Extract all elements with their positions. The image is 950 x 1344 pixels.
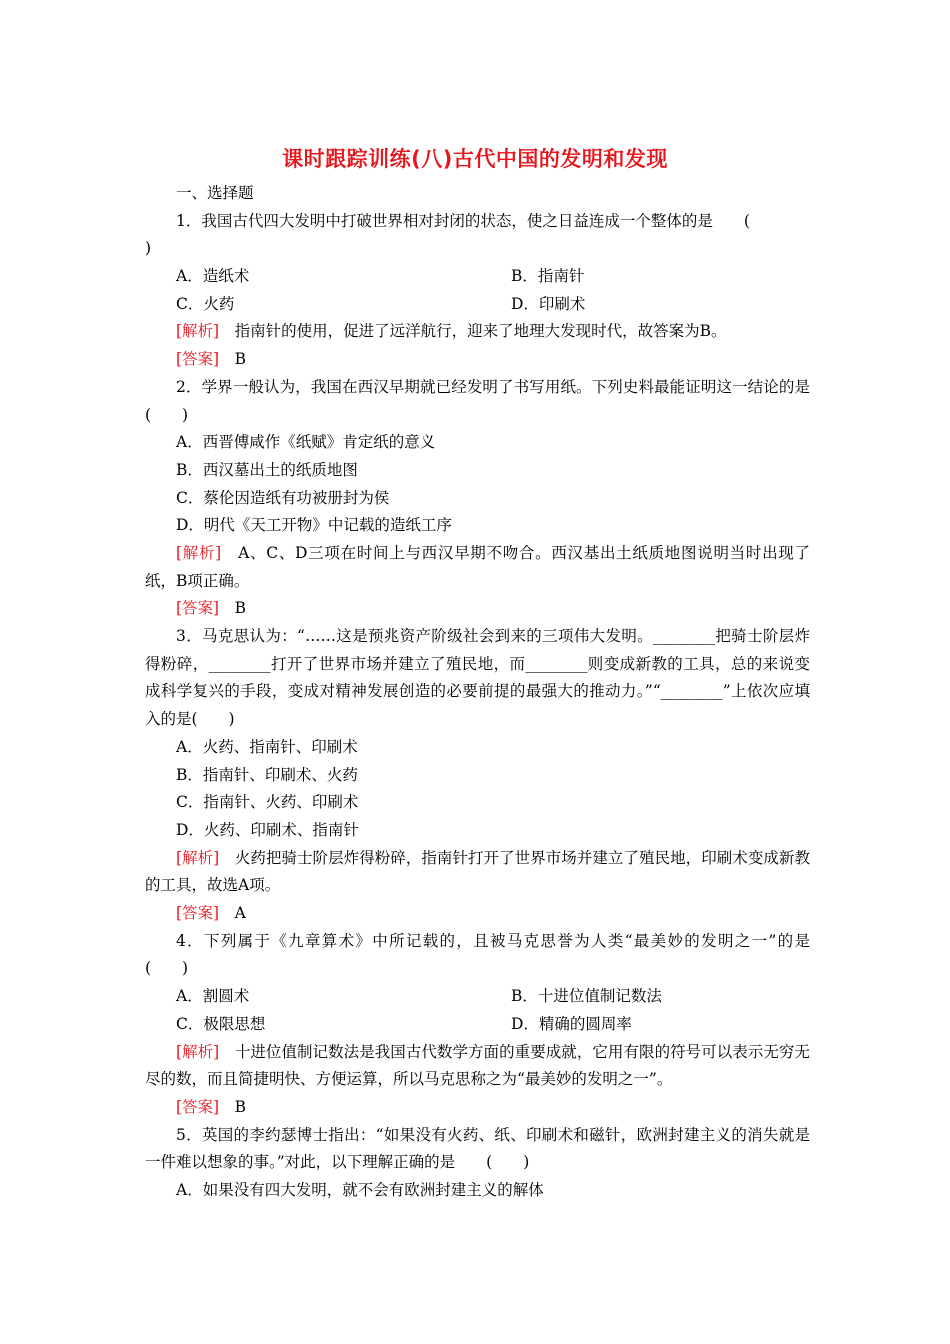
question-1-stem: 1．我国古代四大发明中打破世界相对封闭的状态，使之日益连成一个整体的是 ( bbox=[176, 211, 750, 230]
analysis-text: 十进位值制记数法是我国古代数学方面的重要成就，它用有限的符号可以表示无穷无尽的数，而且简捷明快、方便运算，所以马克思称之为“最美妙的发明之一”。 bbox=[145, 1042, 810, 1089]
answer-text: B bbox=[219, 599, 246, 618]
analysis-tag: [解析] bbox=[176, 543, 222, 562]
option-c: C．火药 bbox=[176, 294, 235, 313]
answer-tag: [答案] bbox=[176, 599, 220, 618]
analysis-text: 指南针的使用，促进了远洋航行，迎来了地理大发现时代，故答案为B。 bbox=[219, 322, 727, 341]
option-a: A．火药、指南针、印刷术 bbox=[176, 737, 358, 756]
option-a: A．割圆术 bbox=[176, 987, 250, 1006]
question-4-answer bbox=[145, 1094, 810, 1122]
option-b: B．指南针、印刷术、火药 bbox=[176, 765, 358, 784]
analysis-text: 火药把骑士阶层炸得粉碎，指南针打开了世界市场并建立了殖民地，印刷术变成新教的工具，故选A项。 bbox=[145, 848, 810, 895]
option-b: B．十进位值制记数法 bbox=[511, 987, 662, 1006]
question-1-stem-end: ) bbox=[145, 239, 152, 258]
question-5-stem: 5．英国的李约瑟博士指出：“如果没有火药、纸、印刷术和磁针，欧洲封建主义的消失就是一件难以想象的事。”对此，以下理解正确的是 ( ) bbox=[145, 1125, 810, 1172]
option-a: A．西晋傅咸作《纸赋》肯定纸的意义 bbox=[176, 433, 436, 452]
question-1-options-row-1 bbox=[145, 263, 810, 291]
option-d: D．印刷术 bbox=[511, 294, 586, 313]
answer-tag: [答案] bbox=[176, 1097, 220, 1116]
question-1-analysis bbox=[145, 318, 810, 346]
section-heading: 一、选择题 bbox=[176, 184, 254, 202]
answer-text: B bbox=[219, 350, 246, 369]
question-1-answer bbox=[145, 346, 810, 374]
question-4-analysis bbox=[145, 1039, 810, 1094]
option-d: D．火药、印刷术、指南针 bbox=[176, 820, 359, 839]
analysis-text: A、C、D三项在时间上与西汉早期不吻合。西汉基出土纸质地图说明当时出现了纸，B项正确。 bbox=[145, 543, 810, 590]
answer-tag: [答案] bbox=[176, 350, 220, 369]
page-title: 课时跟踪训练(八)古代中国的发明和发现 bbox=[282, 147, 668, 171]
option-b: B．指南针 bbox=[511, 267, 585, 286]
question-4-options-row-1 bbox=[145, 983, 810, 1011]
answer-text: B bbox=[219, 1097, 246, 1116]
question-4-options-row-2 bbox=[145, 1011, 810, 1039]
analysis-tag: [解析] bbox=[176, 322, 220, 341]
question-2-analysis bbox=[145, 540, 810, 595]
option-a: A．造纸术 bbox=[176, 267, 250, 286]
option-c: C．指南针、火药、印刷术 bbox=[176, 793, 359, 812]
option-c: C．蔡伦因造纸有功被册封为侯 bbox=[176, 488, 390, 507]
option-c: C．极限思想 bbox=[176, 1014, 266, 1033]
question-3-answer bbox=[145, 900, 810, 928]
answer-text: A bbox=[219, 904, 246, 923]
option-d: D．精确的圆周率 bbox=[511, 1014, 632, 1033]
answer-tag: [答案] bbox=[176, 904, 220, 923]
analysis-tag: [解析] bbox=[176, 848, 220, 867]
question-4-stem: 4．下列属于《九章算术》中所记载的，且被马克思誉为人类“最美妙的发明之一”的是 ( ) bbox=[145, 931, 842, 978]
option-d: D．明代《天工开物》中记载的造纸工序 bbox=[176, 516, 452, 535]
question-3-stem: 3．马克思认为：“……这是预兆资产阶级社会到来的三项伟大发明。________把骑士阶层炸得粉碎，________打开了世界市场并建立了殖民地，而________则变成新教的工具，总的来说变成科学复兴的手段，变成对精神发展创造的必要前提的最强大的推动力。”“________”上依次应填入的是( ) bbox=[145, 627, 810, 729]
option-b: B．西汉墓出土的纸质地图 bbox=[176, 460, 358, 479]
question-3-analysis bbox=[145, 845, 810, 900]
analysis-tag: [解析] bbox=[176, 1042, 220, 1061]
option-a: A．如果没有四大发明，就不会有欧洲封建主义的解体 bbox=[176, 1181, 544, 1200]
question-2-answer bbox=[145, 595, 810, 623]
document-body bbox=[145, 180, 842, 1205]
question-1-options-row-2 bbox=[145, 291, 810, 319]
question-2-stem: 2．学界一般认为，我国在西汉早期就已经发明了书写用纸。下列史料最能证明这一结论的是 ( ) bbox=[145, 377, 842, 424]
